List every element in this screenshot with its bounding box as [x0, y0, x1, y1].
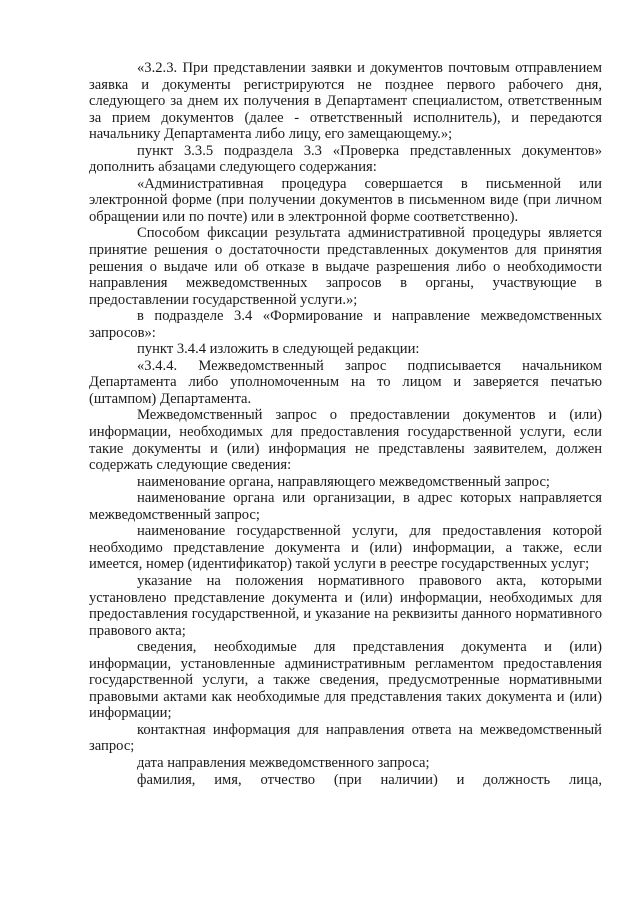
paragraph-subsection-3-4: в подразделе 3.4 «Формирование и направление межведомственных запросов»: — [89, 308, 602, 341]
list-item-service-name: наименование государственной услуги, для предоставления которой необходимо представление документа и (или) информации, а также, если имеется, номер (идентификатор) такой услуги в реестре государственных услуг; — [89, 523, 602, 573]
paragraph-item-3-3-5: пункт 3.3.5 подраздела 3.3 «Проверка представленных документов» дополнить абзацами следующего содержания: — [89, 142, 602, 176]
list-item-recipient-body: наименование органа или организации, в адрес которых направляется межведомственный запрос; — [89, 490, 602, 523]
list-item-required-info: сведения, необходимые для представления документа и (или) информации, установленные административным регламентом предоставления государственной услуги, а также сведения, предусмотренные нормативными правовыми актами как необходимые для представления таких документа и (или) информации; — [89, 639, 602, 722]
list-item-contact-info: контактная информация для направления ответа на межведомственный запрос; — [89, 721, 602, 755]
paragraph-3-4-4: «3.4.4. Межведомственный запрос подписывается начальником Департамента либо уполномоченным на то лицом и заверяется печатью (штампом) Департамента. — [89, 357, 602, 407]
paragraph-item-3-4-4: пункт 3.4.4 изложить в следующей редакции: — [137, 341, 420, 358]
list-item-requesting-body: наименование органа, направляющего межведомственный запрос; — [137, 473, 550, 490]
list-item-signatory: фамилия, имя, отчество (при наличии) и должность лица, — [137, 771, 602, 788]
list-item-legal-act: указание на положения нормативного правового акта, которыми установлено представление документа и (или) информации, необходимых для предоставления государственной, и указание на реквизиты данного нормативного правового акта; — [89, 572, 602, 639]
list-item-request-date: дата направления межведомственного запроса; — [137, 754, 430, 771]
paragraph-request-content: Межведомственный запрос о предоставлении документов и (или) информации, необходимых для предоставления государственной услуги, если такие документы и (или) информация не представлены заявителем, должен содержать следующие сведения: — [89, 407, 602, 474]
document-page — [89, 60, 602, 788]
paragraph-fixation-method: Способом фиксации результата административной процедуры является принятие решения о достаточности представленных документов для принятия решения о выдаче или об отказе в выдаче разрешения либо о необходимости направления межведомственных запросов в органы, участвующие в предоставлении государственной услуги.»; — [89, 225, 602, 308]
paragraph-procedure-form: «Административная процедура совершается в письменной или электронной форме (при получении документов в письменном виде (при личном обращении или по почте) или в электронной форме соответственно). — [89, 175, 602, 225]
paragraph-3-2-3: «3.2.3. При представлении заявки и документов почтовым отправлением заявка и документы регистрируются не позднее первого рабочего дня, следующего за днем их получения в Департамент специалистом, ответственным за прием документов (далее - ответственный исполнитель), и передаются начальнику Департамента либо лицу, его замещающему.»; — [89, 60, 602, 143]
